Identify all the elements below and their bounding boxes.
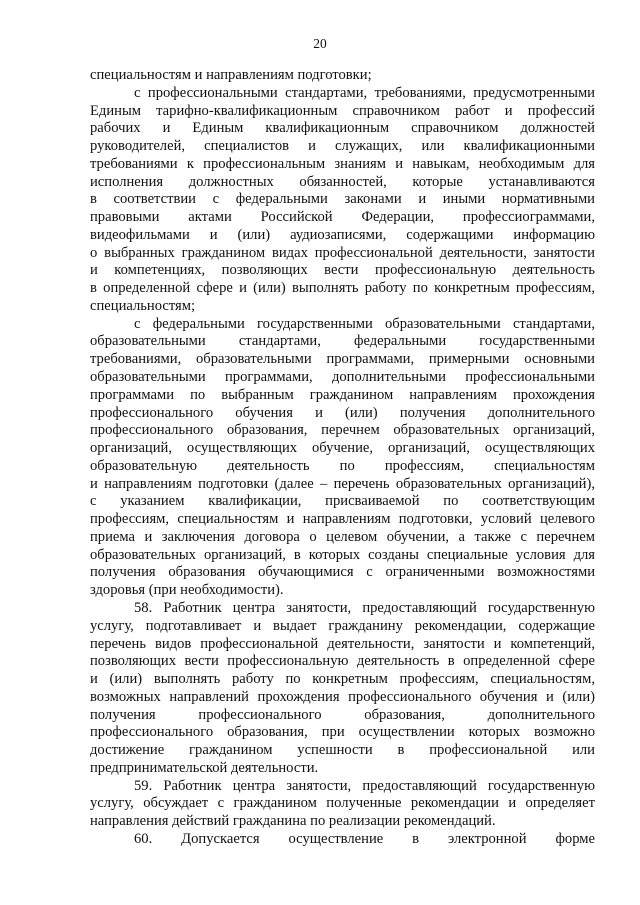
text-line: образовательными программами, дополнительными профессиональными: [90, 369, 595, 386]
text-line: требованиями к профессиональным знаниям и навыкам, необходимым для: [90, 155, 595, 172]
page-number: 20: [313, 36, 327, 51]
text-line: 60. Допускается осуществление в электронной форме: [134, 830, 595, 847]
text-line: профессионального обучения и (или) получения дополнительного: [90, 404, 595, 421]
text-line: в определенной сфере и (или) выполнять работу по конкретным профессиям,: [90, 280, 595, 297]
text-line: с профессиональными стандартами, требованиями, предусмотренными: [134, 84, 595, 101]
text-line: позволяющих вести профессиональную деятельность в определенной сфере: [90, 653, 595, 670]
text-line: в соответствии с федеральными законами и иными нормативными: [90, 191, 595, 208]
text-line: профессионального образования, при осуществлении которых возможно: [90, 724, 595, 741]
text-line: перечень видов профессиональной деятельности, занятости и компетенций,: [90, 635, 595, 652]
text-line: правовыми актами Российской Федерации, профессиограммами,: [90, 209, 595, 226]
text-line: образовательных организаций, в которых созданы специальные условия для: [90, 546, 595, 563]
text-line: специальностям и направлениям подготовки;: [90, 67, 372, 83]
text-line: направления действий гражданина по реализации рекомендаций.: [90, 813, 496, 830]
text-line: руководителей, специалистов и служащих, или квалификационными: [90, 138, 595, 155]
text-line: образовательную деятельность по профессиям, специальностям: [90, 457, 595, 474]
text-line: приема и заключения договора о целевом обучении, а также с перечнем: [90, 528, 595, 545]
text-line: услугу, подготавливает и выдает гражданину рекомендации, содержащие: [90, 617, 595, 634]
text-line: профессиям, специальностям и направлениям подготовки, условий целевого: [90, 511, 595, 528]
text-line: получения профессионального образования, дополнительного: [90, 706, 595, 723]
text-line: видеофильмами и (или) аудиозаписями, содержащими информацию: [90, 226, 595, 243]
text-line: и (или) выполнять работу по конкретным профессиям, специальностям,: [90, 671, 595, 688]
text-line: Единым тарифно-квалификационным справочником работ и профессий: [90, 102, 595, 119]
text-line: профессионального образования, перечнем образовательных организаций,: [90, 422, 595, 439]
text-line: специальностям;: [90, 297, 196, 314]
text-line: рабочих и Единым квалификационным справочником должностей: [90, 120, 595, 137]
text-line: предпринимательской деятельности.: [90, 759, 319, 776]
text-line: программами по выбранным гражданином направлениям прохождения: [90, 386, 595, 403]
text-line: образовательными стандартами, федеральными государственными: [90, 333, 595, 350]
text-line: достижение гражданином успешности в профессиональной или: [90, 742, 595, 759]
text-line: о выбранных гражданином видах профессиональной деятельности, занятости: [90, 244, 595, 261]
text-line: 58. Работник центра занятости, предоставляющий государственную: [134, 599, 595, 616]
text-line: и направлениям подготовки (далее – перечень образовательных организаций),: [90, 475, 595, 492]
text-line: с указанием квалификации, присваиваемой по соответствующим: [90, 493, 595, 510]
text-line: здоровья (при необходимости).: [90, 582, 284, 599]
document-body-text: [90, 67, 595, 849]
text-line: требованиями, образовательными программами, примерными основными: [90, 351, 595, 368]
text-line: услугу, обсуждает с гражданином полученные рекомендации и определяет: [90, 795, 595, 812]
text-line: и компетенциях, позволяющих вести профессиональную деятельность: [90, 262, 595, 279]
text-line: организаций, осуществляющих обучение, организаций, осуществляющих: [90, 440, 595, 457]
text-line: с федеральными государственными образовательными стандартами,: [134, 315, 595, 332]
text-line: получения образования обучающимися с ограниченными возможностями: [90, 564, 595, 581]
text-line: 59. Работник центра занятости, предоставляющий государственную: [134, 777, 595, 794]
text-line: возможных направлений прохождения профессионального обучения и (или): [90, 688, 595, 705]
text-line: исполнения должностных обязанностей, которые устанавливаются: [90, 173, 595, 190]
